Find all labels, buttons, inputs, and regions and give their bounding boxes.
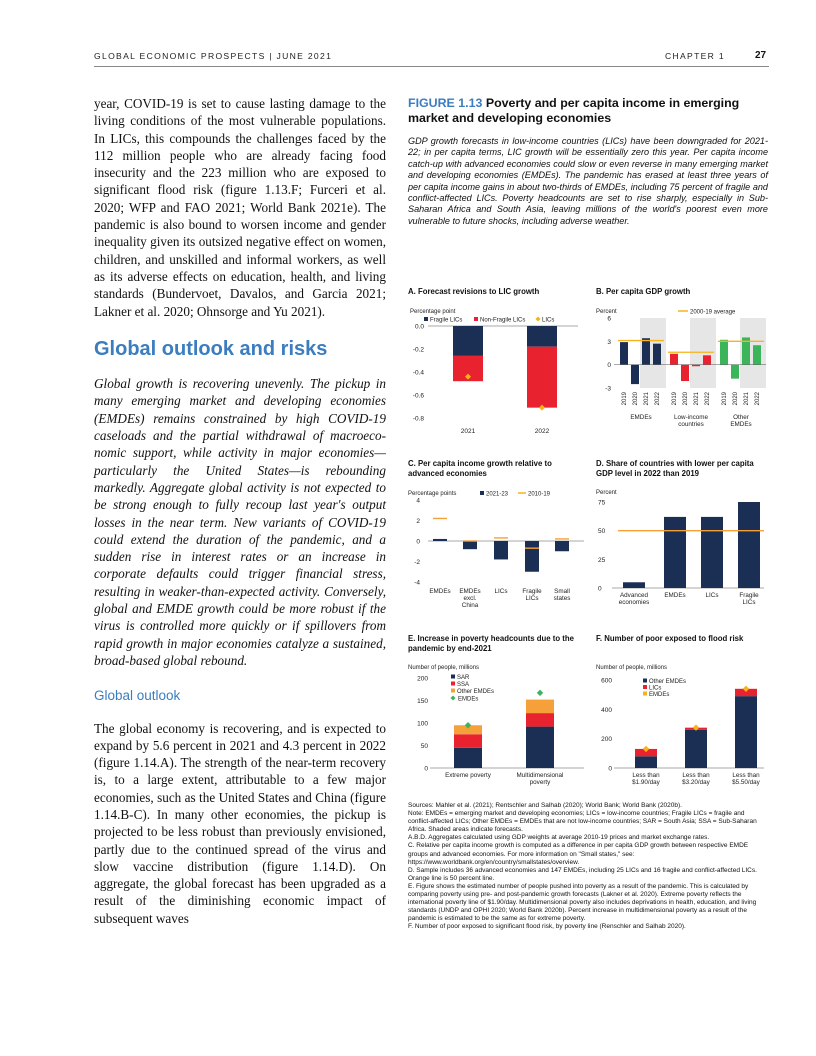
c-legend-swatch bbox=[480, 491, 484, 495]
f-xtick: $1.90/day bbox=[632, 779, 660, 786]
figure-column bbox=[408, 96, 768, 227]
c-ylabel: Percentage points bbox=[408, 491, 457, 497]
chart-c bbox=[408, 486, 590, 616]
c-y-tick: 2 bbox=[416, 518, 420, 525]
f-bar-other-emdes bbox=[635, 756, 657, 768]
f-ytick: 600 bbox=[601, 677, 612, 685]
e-legend-0-swatch bbox=[451, 675, 455, 679]
chart-e bbox=[408, 660, 590, 795]
page-number: 27 bbox=[755, 50, 767, 61]
a-y-tick: -0.4 bbox=[412, 369, 424, 377]
f-ytick: 200 bbox=[601, 736, 612, 744]
chart-b bbox=[596, 304, 768, 444]
b-bar-other-emdes bbox=[720, 340, 728, 365]
notes-definitions: Note: EMDEs = emerging market and developing economies; LICs = low-income countries; Fragile LICs = fragile and conflict-affected LICs; Other EMDEs = EMDEs that are not low-income countries; SAR = South Asia; SSA = Sub-Saharan Africa. Shaded areas indicate forecasts. bbox=[408, 810, 757, 834]
a-y-tick: -0.8 bbox=[412, 415, 424, 423]
e-ytick: 50 bbox=[420, 743, 428, 750]
a-ylabel: Percentage point bbox=[410, 309, 456, 315]
b-bar-emdes bbox=[631, 365, 639, 384]
b-bar-other-emdes bbox=[731, 365, 739, 379]
c-xtick: LICs bbox=[494, 588, 508, 595]
paragraph-1: year, COVID-19 is set to cause lasting damage to the living conditions of the most vulnerable populations. In LICs, this compounds the challenges faced by the 112 million people who are already facing food insecurity and the 223 million who are exposed to significant flood risk (figure 1.13.F; Furceri et al. 2020; WFP and FAO 2021; World Bank 2021e). The pandemic is also bound to worsen income and gender inequality given its outsized negative effect on women, children, and unskilled and informal workers, as well as its adverse effects on education, health, and living standards (Bundervoet, Davalos, and Garcia 2021; Lakner et al. 2020; Ohnsorge and Yu 2021). bbox=[94, 96, 386, 319]
e-bar-sar bbox=[526, 727, 554, 768]
d-ytick: 50 bbox=[598, 528, 606, 536]
notes-abd: A.B.D. Aggregates calculated using GDP weights at average 2010-19 prices and market exchange rates. bbox=[408, 834, 710, 842]
notes-f: F. Number of poor exposed to significant flood risk, by poverty line (Renschler and Salhab 2020). bbox=[408, 923, 686, 931]
b-bar-emdes bbox=[642, 338, 650, 364]
f-legend-2: EMDEs bbox=[649, 692, 670, 698]
f-bar-other-emdes bbox=[685, 730, 707, 768]
d-ytick: 25 bbox=[598, 556, 606, 564]
b-year-label: 2022 bbox=[755, 392, 761, 406]
e-xtick: Extreme poverty bbox=[445, 772, 491, 779]
b-ytick: 0 bbox=[607, 362, 611, 370]
e-legend-3: EMDEs bbox=[458, 696, 479, 703]
a-bar-fragile-lics bbox=[527, 326, 557, 347]
e-ytick: 200 bbox=[417, 675, 428, 683]
b-bar-low-income-countries bbox=[670, 354, 678, 365]
b-year-label: 2019 bbox=[622, 392, 628, 406]
chart-d bbox=[596, 486, 768, 616]
b-year-label: 2019 bbox=[722, 392, 728, 406]
c-legend-label: 2021-23 bbox=[486, 491, 509, 498]
e-xtick: Multidimensional bbox=[516, 772, 564, 779]
notes-c: C. Relative per capita income growth is computed as a difference in per capita GDP growth between respective EMDE groups and advanced economies. For more information on "Small states," see: https://www.worldbank.org/en/country/smallstates/overview. bbox=[408, 842, 749, 866]
c-y-tick: 0 bbox=[416, 538, 420, 546]
a-legend-0: Fragile LICs bbox=[430, 317, 463, 324]
f-ytick: 0 bbox=[608, 765, 612, 773]
f-xtick: Less than bbox=[732, 772, 760, 779]
b-bar-emdes bbox=[620, 342, 628, 365]
panel-e-title: E. Increase in poverty headcounts due to the pandemic by end-2021 bbox=[408, 634, 574, 653]
c-bar bbox=[525, 541, 539, 572]
panel-d-title: D. Share of countries with lower per capita GDP level in 2022 than 2019 bbox=[596, 459, 754, 478]
d-ytick: 0 bbox=[598, 585, 602, 593]
d-xtick: Advanced bbox=[619, 592, 649, 599]
c-xtick: EMDEs bbox=[459, 588, 481, 595]
b-bar-low-income-countries bbox=[703, 355, 711, 364]
e-legend-1: SSA bbox=[457, 682, 470, 688]
e-ytick: 100 bbox=[417, 720, 428, 728]
f-legend-0: Other EMDEs bbox=[649, 679, 687, 685]
a-bar-non-fragile-lics bbox=[527, 347, 557, 408]
c-xtick: Fragile bbox=[522, 588, 542, 595]
subsection-heading: Global outlook bbox=[94, 688, 181, 704]
b-group-label: Other bbox=[733, 414, 749, 421]
a-legend-diamond bbox=[536, 317, 541, 322]
header-rule bbox=[94, 66, 769, 67]
a-legend-1-swatch bbox=[474, 317, 478, 321]
c-xtick: LICs bbox=[525, 595, 539, 602]
d-xtick: LICs bbox=[705, 592, 719, 599]
a-legend-1: Non-Fragile LICs bbox=[480, 317, 526, 324]
b-ytick: -3 bbox=[605, 385, 611, 393]
b-year-label: 2020 bbox=[633, 392, 639, 406]
e-ytick: 0 bbox=[424, 765, 428, 773]
e-bar-other-emdes bbox=[526, 700, 554, 714]
figure-notes bbox=[408, 802, 768, 932]
c-y-tick: -2 bbox=[414, 559, 420, 566]
f-xtick: $3.20/day bbox=[682, 779, 710, 786]
a-y-tick: -0.6 bbox=[412, 392, 424, 400]
f-legend-1-swatch bbox=[643, 685, 647, 689]
e-ytick: 150 bbox=[417, 698, 428, 705]
c-bar bbox=[433, 539, 447, 541]
e-bar-ssa bbox=[526, 713, 554, 727]
d-xtick: Fragile bbox=[739, 592, 759, 599]
e-legend-0: SAR bbox=[457, 675, 470, 681]
d-ytick: 75 bbox=[598, 499, 606, 507]
b-group-label: countries bbox=[678, 421, 704, 428]
figure-title bbox=[408, 96, 768, 126]
b-ylabel: Percent bbox=[596, 309, 617, 315]
f-legend-1: LICs bbox=[649, 685, 662, 692]
a-xtick: 2021 bbox=[460, 428, 476, 435]
f-ytick: 400 bbox=[601, 706, 612, 714]
figure-number: FIGURE 1.13 bbox=[408, 96, 483, 110]
figure-description: GDP growth forecasts in low-income countries (LICs) have been downgraded for 2021-22; in per capita terms, LIC growth will be essentially zero this year. Per capita income catch-up with advanced economies could slow or even reverse in many emerging market and developing economies (EMDEs). The pandemic has erased at least three years of per capita income gains in about two-thirds of EMDEs, including 75 percent of fragile and conflict-affected LICs. Poverty headcounts are set to rise sharply, especially in Sub-Saharan Africa and South Asia, leaving millions of the world's poorest even more vulnerable to future shocks, including adverse weather. bbox=[408, 136, 768, 226]
b-year-label: 2019 bbox=[672, 392, 678, 406]
f-xtick: Less than bbox=[682, 772, 710, 779]
panel-b-title: B. Per capita GDP growth bbox=[596, 287, 691, 296]
c-bar bbox=[555, 541, 569, 551]
e-bar-sar bbox=[454, 748, 482, 768]
a-bar-fragile-lics bbox=[453, 326, 483, 356]
b-year-label: 2022 bbox=[655, 392, 661, 406]
c-xtick: China bbox=[461, 602, 479, 609]
c-xtick: excl. bbox=[463, 595, 477, 602]
chart-f bbox=[596, 660, 768, 795]
c-bar bbox=[494, 541, 508, 559]
f-ylabel: Number of people, millions bbox=[596, 665, 668, 671]
d-ylabel: Percent bbox=[596, 490, 617, 496]
e-legend-1-swatch bbox=[451, 682, 455, 686]
c-xtick: states bbox=[553, 595, 571, 602]
d-bar bbox=[738, 502, 760, 588]
b-ytick: 6 bbox=[607, 315, 611, 323]
b-year-label: 2021 bbox=[744, 392, 750, 406]
c-y-tick: 4 bbox=[416, 497, 420, 505]
e-bar-ssa bbox=[454, 734, 482, 748]
b-bar-other-emdes bbox=[753, 345, 761, 364]
b-year-label: 2021 bbox=[644, 392, 650, 406]
d-bar bbox=[664, 517, 686, 588]
chart-a bbox=[408, 304, 590, 444]
a-xtick: 2022 bbox=[534, 428, 550, 435]
notes-e: E. Figure shows the estimated number of people pushed into poverty as a result of the pandemic. This is calculated by comparing poverty using pre- and post-pandemic growth forecasts (Lakner et al. 2020). Extreme poverty reflects the international poverty line of $1.90/day. Multidimensional poverty also includes deprivations in health, education, and living standards (UNDP and OPHI 2020; World Bank 2020b). Percent increase in multidimensional poverty as a result of the pandemic is estimated to be the same as for extreme poverty. bbox=[408, 882, 757, 923]
c-legend-label: 2010-19 bbox=[528, 491, 551, 498]
b-group-label: EMDEs bbox=[630, 414, 652, 421]
a-legend-0-swatch bbox=[424, 317, 428, 321]
paragraph-2: Global growth is recovering unevenly. The pickup in many emerging market and developing economies (EMDEs) remains constrained by high COVID-19 caseloads and the partial withdrawal of macroeco-nomic support, while activity in major economies—particularly the United States—is rebounding markedly. Aggregate global activity is not expected to be strong enough to fully recoup last year's output losses in the near term. New variants of COVID-19 could extend the duration of the pandemic, and a sudden rise in interest rates or an increase in corporate defaults could trigger financial stress, resulting in weaker-than-expected activity. Conversely, global and EMDE growth could be more robust if the virus is controlled more quickly or if spillovers from rapid growth in major economies catalyze a sustained, broad-based global rebound. bbox=[94, 376, 386, 668]
b-year-label: 2020 bbox=[683, 392, 689, 406]
a-legend-2: LICs bbox=[542, 317, 555, 324]
notes-d: D. Sample includes 36 advanced economies and 147 EMDEs, including 25 LICs and 16 fragile and conflict-affected LICs. Orange line is 50 percent line. bbox=[408, 866, 757, 882]
panel-c-title: C. Per capita income growth relative to advanced economies bbox=[408, 459, 552, 478]
d-bar bbox=[701, 517, 723, 588]
f-legend-swatch bbox=[643, 692, 647, 696]
c-xtick: Small bbox=[554, 588, 570, 595]
c-y-tick: -4 bbox=[414, 579, 420, 587]
b-legend-label: 2000-19 average bbox=[690, 309, 736, 316]
b-year-label: 2020 bbox=[733, 392, 739, 406]
e-legend-2-swatch bbox=[451, 689, 455, 693]
paragraph-3: The global economy is recovering, and is expected to expand by 5.6 percent in 2021 and 4.3 percent in 2022 (figure 1.14.A). The strength of the near-term recovery is, to a large extent, attributable to a few major economies, such as the United States and China (figure 1.14.B-C). In many other economies, the pickup is projected to be less robust than previously envisioned, partly due to the continued spread of the virus and slow vaccine distribution (figure 1.14.D). On aggregate, the global forecast has been upgraded as a result of the diminishing economic impact of subsequent waves bbox=[94, 720, 386, 926]
b-forecast-shade bbox=[690, 318, 716, 388]
b-year-label: 2021 bbox=[694, 392, 700, 406]
section-heading: Global outlook and risks bbox=[94, 337, 328, 360]
body-text-column bbox=[94, 95, 386, 927]
figure-title-text: Poverty and per capita income in emerging market and developing economies bbox=[408, 96, 740, 125]
running-header: GLOBAL ECONOMIC PROSPECTS | JUNE 2021 bbox=[94, 51, 333, 61]
a-y-tick: -0.2 bbox=[412, 346, 424, 354]
notes-sources: Sources: Mahler et al. (2021); Rentschler and Salhab (2020); World Bank; World Bank (2020b). bbox=[408, 802, 682, 809]
f-xtick: $5.50/day bbox=[732, 779, 760, 786]
panel-f-title: F. Number of poor exposed to flood risk bbox=[596, 634, 744, 643]
panel-a-title: A. Forecast revisions to LIC growth bbox=[408, 287, 540, 296]
b-group-label: Low-income bbox=[674, 414, 708, 421]
e-xtick: poverty bbox=[529, 779, 551, 786]
f-bar-other-emdes bbox=[735, 696, 757, 768]
b-group-label: EMDEs bbox=[730, 421, 752, 428]
d-xtick: economies bbox=[618, 599, 650, 606]
b-bar-low-income-countries bbox=[681, 365, 689, 381]
chapter-label: CHAPTER 1 bbox=[665, 51, 725, 61]
b-bar-emdes bbox=[653, 344, 661, 365]
b-ytick: 3 bbox=[607, 338, 611, 346]
e-legend-2: Other EMDEs bbox=[457, 689, 495, 695]
a-y-tick: 0.0 bbox=[414, 323, 424, 331]
f-legend-0-swatch bbox=[643, 679, 647, 683]
c-xtick: EMDEs bbox=[429, 588, 451, 595]
e-legend-diamond bbox=[451, 696, 456, 701]
d-bar bbox=[623, 582, 645, 588]
f-xtick: Less than bbox=[632, 772, 660, 779]
d-xtick: LICs bbox=[742, 599, 756, 606]
e-marker-emdes bbox=[537, 690, 543, 696]
e-ylabel: Number of people, millions bbox=[408, 665, 480, 671]
c-bar bbox=[463, 541, 477, 549]
b-year-label: 2022 bbox=[705, 392, 711, 406]
d-xtick: EMDEs bbox=[664, 592, 686, 599]
